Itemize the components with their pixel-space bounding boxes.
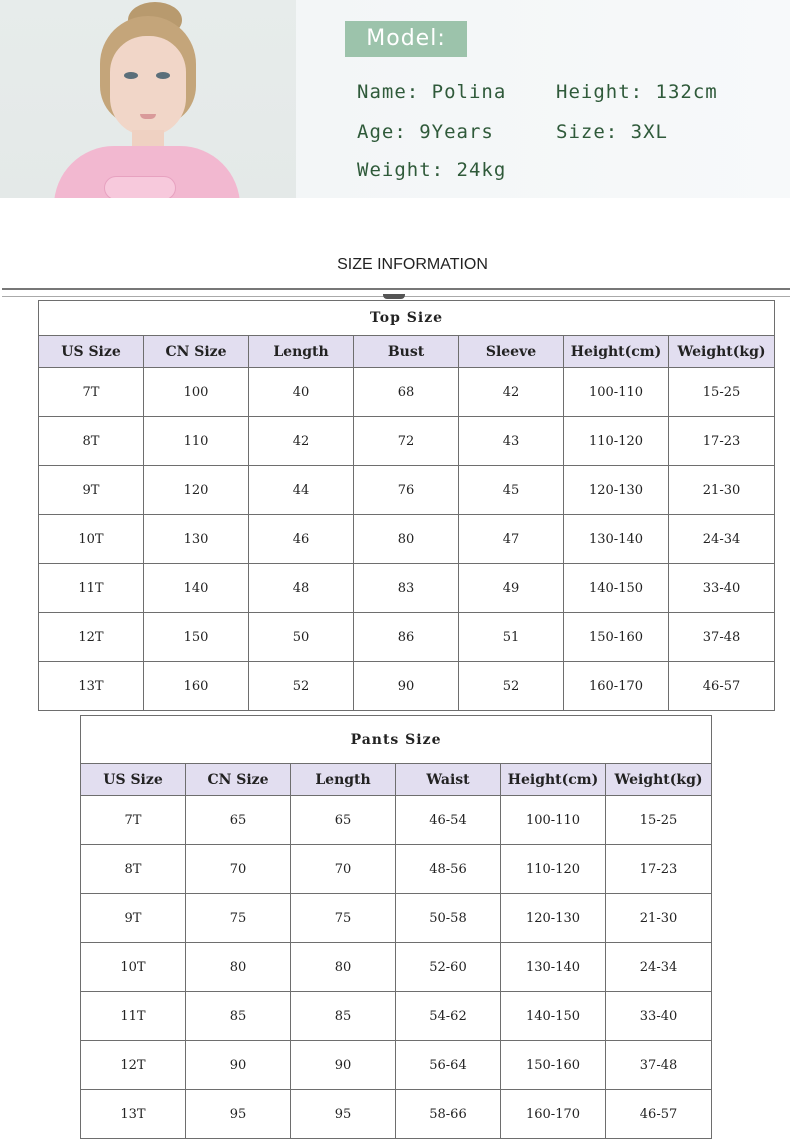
table-cell: 10T (39, 515, 144, 564)
table-cell: 120-130 (564, 466, 669, 515)
table-cell: 21-30 (669, 466, 775, 515)
top-table-header-row (39, 336, 775, 368)
pants-table-body (81, 796, 712, 1139)
table-cell: 85 (186, 992, 291, 1041)
table-cell: 37-48 (606, 1041, 712, 1090)
section-title: SIZE INFORMATION (337, 256, 488, 273)
column-header: Bust (354, 336, 459, 368)
column-header: Length (249, 336, 354, 368)
table-cell: 40 (249, 368, 354, 417)
table-cell: 43 (459, 417, 564, 466)
table-cell: 65 (186, 796, 291, 845)
column-header: Length (291, 764, 396, 796)
table-cell: 24-34 (606, 943, 712, 992)
column-header: CN Size (186, 764, 291, 796)
table-row (81, 1090, 712, 1139)
table-cell: 21-30 (606, 894, 712, 943)
table-cell: 75 (186, 894, 291, 943)
table-cell: 140-150 (501, 992, 606, 1041)
table-cell: 160-170 (501, 1090, 606, 1139)
table-row (39, 466, 775, 515)
table-cell: 9T (39, 466, 144, 515)
table-cell: 150 (144, 613, 249, 662)
table-cell: 45 (459, 466, 564, 515)
table-cell: 37-48 (669, 613, 775, 662)
bow-shape (104, 176, 176, 198)
table-row (39, 515, 775, 564)
table-row (81, 992, 712, 1041)
table-cell: 140 (144, 564, 249, 613)
table-cell: 85 (291, 992, 396, 1041)
column-header: CN Size (144, 336, 249, 368)
top-size-table (38, 300, 775, 711)
column-header: Waist (396, 764, 501, 796)
table-cell: 56-64 (396, 1041, 501, 1090)
table-cell: 50 (249, 613, 354, 662)
table-cell: 7T (81, 796, 186, 845)
table-cell: 13T (81, 1090, 186, 1139)
table-cell: 12T (81, 1041, 186, 1090)
table-cell: 48-56 (396, 845, 501, 894)
table-cell: 33-40 (669, 564, 775, 613)
table-cell: 110 (144, 417, 249, 466)
table-cell: 52 (459, 662, 564, 711)
table-cell: 83 (354, 564, 459, 613)
table-cell: 90 (291, 1041, 396, 1090)
table-cell: 11T (81, 992, 186, 1041)
table-cell: 95 (291, 1090, 396, 1139)
table-cell: 15-25 (669, 368, 775, 417)
table-row (81, 943, 712, 992)
mouth-shape (140, 114, 156, 119)
table-cell: 130-140 (501, 943, 606, 992)
table-cell: 7T (39, 368, 144, 417)
table-cell: 11T (39, 564, 144, 613)
table-row (39, 368, 775, 417)
table-cell: 86 (354, 613, 459, 662)
table-cell: 120-130 (501, 894, 606, 943)
table-cell: 100-110 (501, 796, 606, 845)
column-header: Height(cm) (564, 336, 669, 368)
table-row (81, 796, 712, 845)
table-row (81, 894, 712, 943)
table-cell: 50-58 (396, 894, 501, 943)
model-tag: Model: (345, 21, 467, 57)
pants-table-header-row (81, 764, 712, 796)
table-cell: 58-66 (396, 1090, 501, 1139)
table-cell: 13T (39, 662, 144, 711)
model-weight: Weight: 24kg (357, 159, 507, 181)
table-cell: 24-34 (669, 515, 775, 564)
model-photo (0, 0, 296, 198)
top-table-caption: Top Size (39, 301, 775, 336)
table-cell: 140-150 (564, 564, 669, 613)
column-header: Height(cm) (501, 764, 606, 796)
table-cell: 15-25 (606, 796, 712, 845)
table-cell: 150-160 (564, 613, 669, 662)
table-cell: 80 (291, 943, 396, 992)
table-cell: 70 (291, 845, 396, 894)
table-cell: 75 (291, 894, 396, 943)
table-row (39, 662, 775, 711)
table-cell: 52-60 (396, 943, 501, 992)
table-cell: 48 (249, 564, 354, 613)
table-cell: 46-57 (669, 662, 775, 711)
model-name: Name: Polina (357, 81, 507, 103)
column-header: US Size (39, 336, 144, 368)
model-height: Height: 132cm (556, 81, 718, 103)
table-cell: 130-140 (564, 515, 669, 564)
table-cell: 49 (459, 564, 564, 613)
table-row (39, 564, 775, 613)
table-cell: 90 (186, 1041, 291, 1090)
column-header: Weight(kg) (606, 764, 712, 796)
table-cell: 110-120 (501, 845, 606, 894)
table-cell: 12T (39, 613, 144, 662)
table-cell: 160-170 (564, 662, 669, 711)
table-row (81, 845, 712, 894)
table-cell: 130 (144, 515, 249, 564)
table-row (39, 613, 775, 662)
table-cell: 42 (459, 368, 564, 417)
table-cell: 90 (354, 662, 459, 711)
table-cell: 42 (249, 417, 354, 466)
table-cell: 46-57 (606, 1090, 712, 1139)
pants-table-caption: Pants Size (81, 716, 712, 764)
table-cell: 70 (186, 845, 291, 894)
table-cell: 76 (354, 466, 459, 515)
model-banner (0, 0, 790, 198)
model-size: Size: 3XL (556, 121, 668, 143)
table-cell: 100-110 (564, 368, 669, 417)
column-header: US Size (81, 764, 186, 796)
table-cell: 80 (354, 515, 459, 564)
table-cell: 54-62 (396, 992, 501, 1041)
table-cell: 44 (249, 466, 354, 515)
divider-ornament (383, 294, 405, 299)
column-header: Weight(kg) (669, 336, 775, 368)
table-cell: 120 (144, 466, 249, 515)
table-cell: 46-54 (396, 796, 501, 845)
table-cell: 160 (144, 662, 249, 711)
table-cell: 17-23 (669, 417, 775, 466)
table-cell: 80 (186, 943, 291, 992)
top-table-body (39, 368, 775, 711)
model-age: Age: 9Years (357, 121, 494, 143)
table-row (81, 1041, 712, 1090)
table-cell: 150-160 (501, 1041, 606, 1090)
table-cell: 33-40 (606, 992, 712, 1041)
table-cell: 72 (354, 417, 459, 466)
table-cell: 10T (81, 943, 186, 992)
table-cell: 9T (81, 894, 186, 943)
table-cell: 100 (144, 368, 249, 417)
table-cell: 8T (81, 845, 186, 894)
table-cell: 95 (186, 1090, 291, 1139)
table-cell: 51 (459, 613, 564, 662)
left-eye-shape (124, 72, 138, 79)
pants-size-table (80, 715, 712, 1139)
table-cell: 68 (354, 368, 459, 417)
table-cell: 8T (39, 417, 144, 466)
right-eye-shape (156, 72, 170, 79)
column-header: Sleeve (459, 336, 564, 368)
table-cell: 110-120 (564, 417, 669, 466)
table-cell: 52 (249, 662, 354, 711)
table-row (39, 417, 775, 466)
face-shape (110, 36, 186, 136)
table-cell: 17-23 (606, 845, 712, 894)
table-cell: 65 (291, 796, 396, 845)
table-cell: 47 (459, 515, 564, 564)
table-cell: 46 (249, 515, 354, 564)
